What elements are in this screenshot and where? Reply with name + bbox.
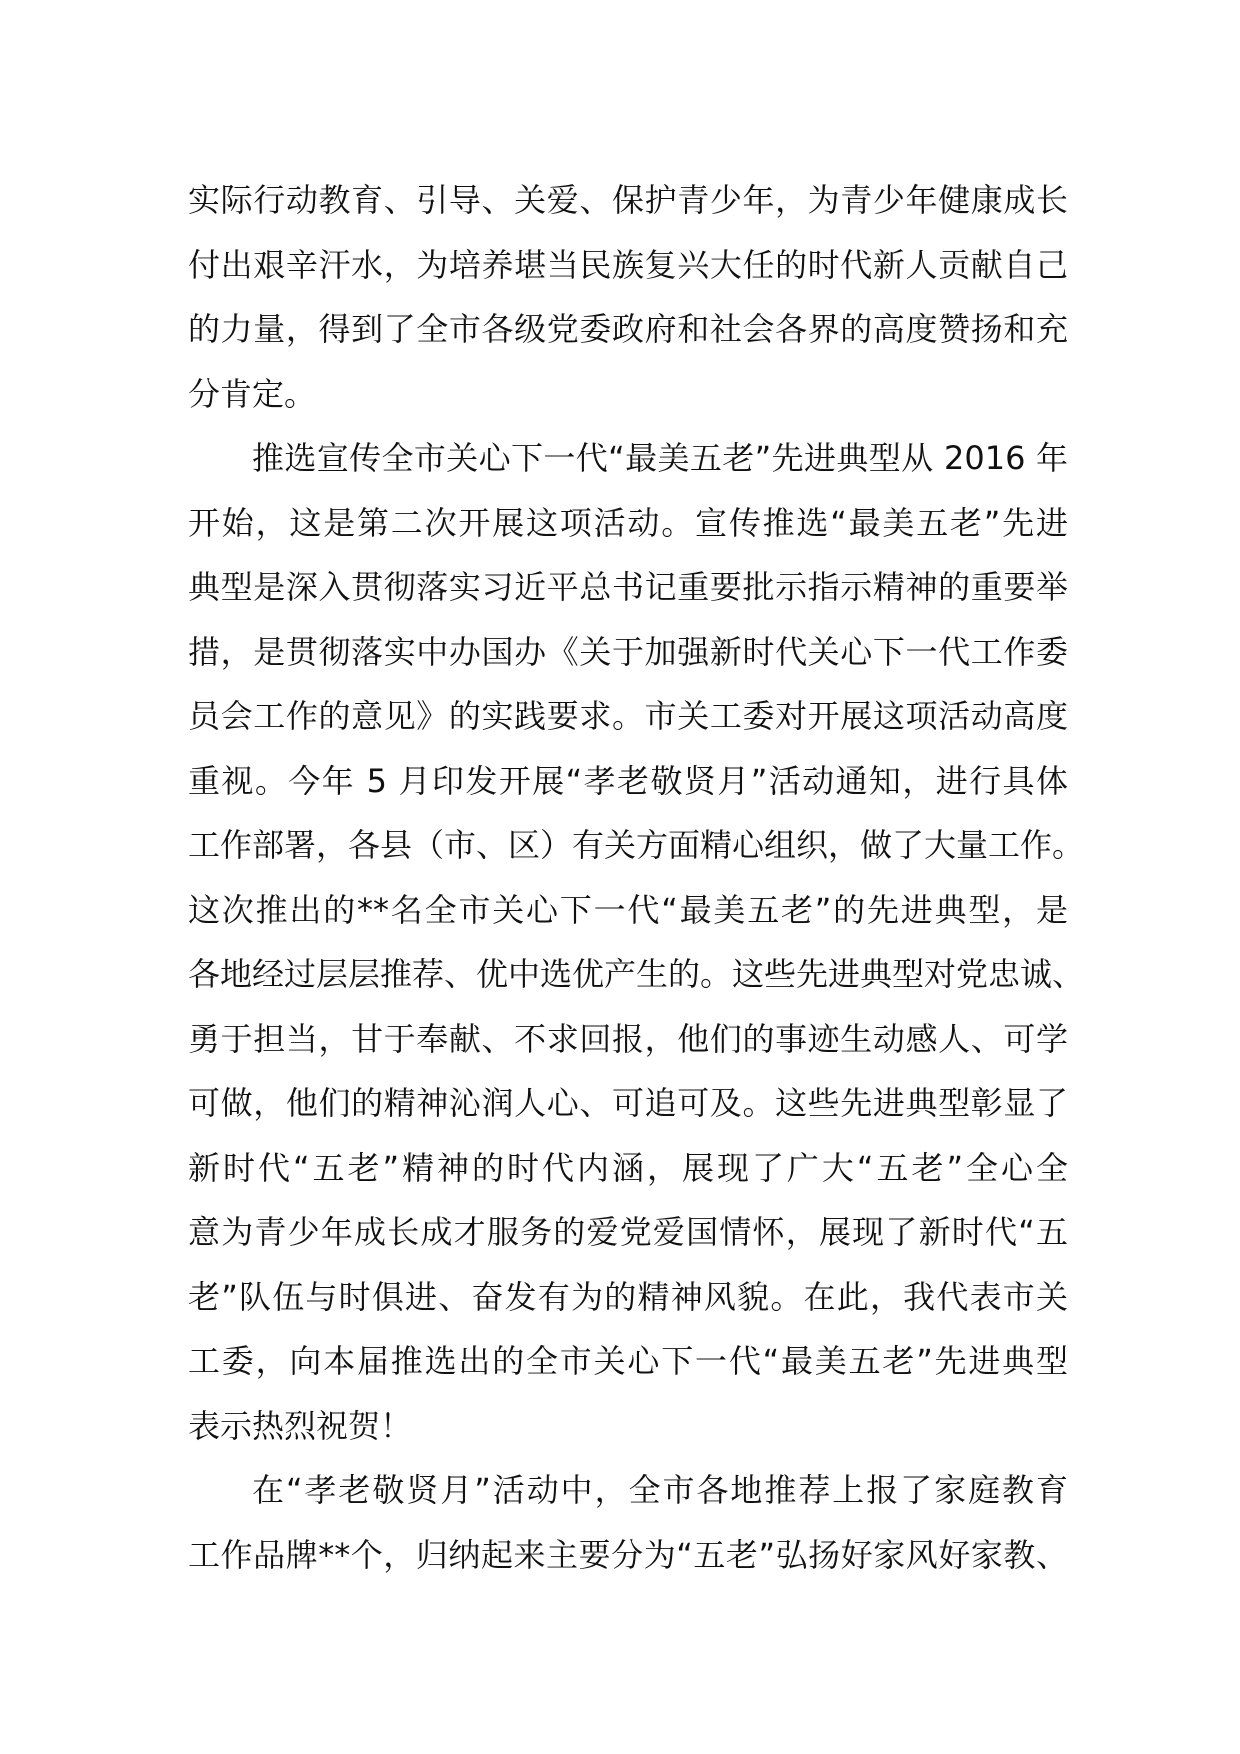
text-line: 各地经过层层推荐、优中选优产生的。这些先进典型对党忠诚、 <box>188 955 1085 993</box>
text-line: 工作品牌**个，归纳起来主要分为“五老”弘扬好家风好家教、 <box>188 1535 1068 1574</box>
text-line: 老”队伍与时俱进、奋发有为的精神风貌。在此，我代表市关 <box>188 1277 1068 1316</box>
text-line: 措，是贯彻落实中办国办《关于加强新时代关心下一代工作委 <box>188 632 1068 671</box>
text-line: 工作部署，各县（市、区）有关方面精心组织，做了大量工作。 <box>188 826 1085 864</box>
text-line: 可做，他们的精神沁润人心、可追可及。这些先进典型彰显了 <box>188 1084 1068 1122</box>
text-line: 开始，这是第二次开展这项活动。宣传推选“最美五老”先进 <box>188 503 1068 542</box>
text-line: 典型是深入贯彻落实习近平总书记重要批示指示精神的重要举 <box>188 568 1068 606</box>
text-line: 实际行动教育、引导、关爱、保护青少年，为青少年健康成长 <box>188 181 1068 219</box>
text-line: 分肯定。 <box>188 374 317 413</box>
text-line: 新时代“五老”精神的时代内涵，展现了广大“五老”全心全 <box>188 1148 1068 1187</box>
text-line: 重视。今年 5 月印发开展“孝老敬贤月”活动通知，进行具体 <box>188 761 1068 800</box>
text-line: 在“孝老敬贤月”活动中，全市各地推荐上报了家庭教育 <box>252 1471 1068 1509</box>
document-body <box>188 168 1085 1587</box>
text-line: 付出艰辛汗水，为培养堪当民族复兴大任的时代新人贡献自己 <box>188 245 1068 284</box>
text-line: 工委，向本届推选出的全市关心下一代“最美五老”先进典型 <box>188 1342 1068 1380</box>
text-line: 意为青少年成长成才服务的爱党爱国情怀，展现了新时代“五 <box>188 1213 1068 1251</box>
text-line: 勇于担当，甘于奉献、不求回报，他们的事迹生动感人、可学 <box>188 1019 1068 1058</box>
text-line: 表示热烈祝贺！ <box>188 1406 413 1445</box>
text-line: 这次推出的**名全市关心下一代“最美五老”的先进典型，是 <box>188 890 1068 929</box>
text-line: 的力量，得到了全市各级党委政府和社会各界的高度赞扬和充 <box>188 310 1068 348</box>
text-line: 推选宣传全市关心下一代“最美五老”先进典型从 2016 年 <box>252 439 1068 477</box>
text-line: 员会工作的意见》的实践要求。市关工委对开展这项活动高度 <box>188 697 1068 735</box>
